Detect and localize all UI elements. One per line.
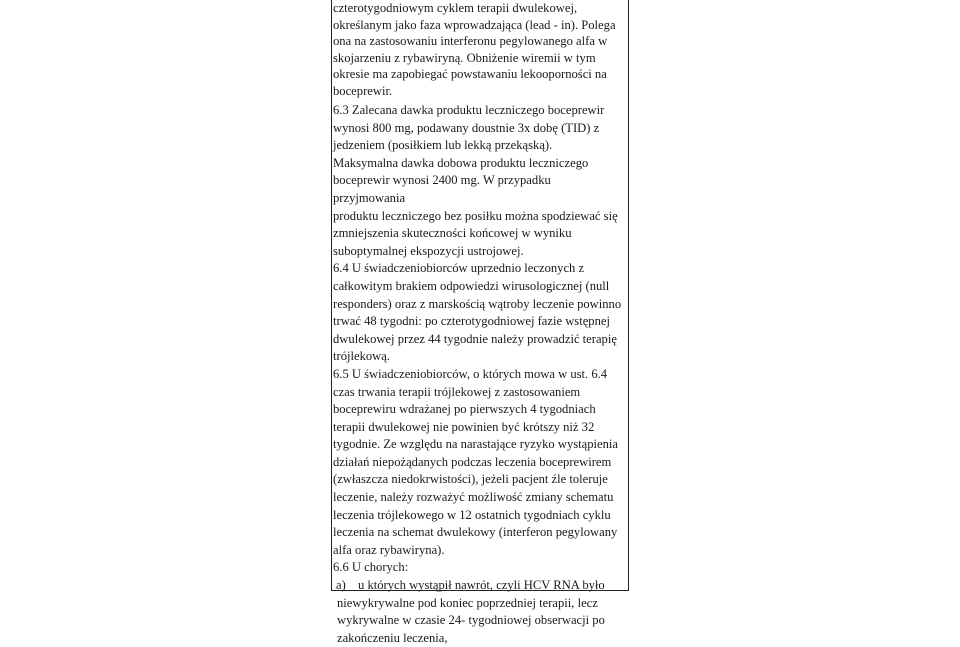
text-line: niewykrywalne pod koniec poprzedniej terapii, lecz — [337, 595, 598, 610]
paragraph-section-6-4 — [333, 260, 625, 366]
text-line: 6.4 U świadczeniobiorców uprzednio leczonych z — [333, 261, 585, 276]
text-line: skojarzeniu z rybawiryną. Obniżenie wiremii w tym — [333, 50, 596, 65]
column-divider-right — [628, 0, 629, 591]
text-line: terapii dwulekowej nie powinien być krótszy niż 32 — [333, 419, 595, 434]
text-line: określanym jako faza wprowadzająca (lead - in). Polega — [333, 17, 616, 32]
text-line: czas trwania terapii trójlekowej z zastosowaniem — [333, 384, 581, 399]
text-line: działań niepożądanych podczas leczenia boceprewirem — [333, 454, 612, 469]
text-line: wynosi 800 mg, podawany doustnie 3x dobę (TID) z — [333, 120, 600, 135]
text-line: zakończeniu leczenia, — [337, 630, 448, 645]
section-6-6-heading: 6.6 U chorych: — [333, 560, 409, 575]
column-divider-left — [331, 0, 332, 591]
text-line: leczenia na schemat dwulekowy (interferon pegylowany — [333, 525, 618, 540]
list-item-continuation — [333, 595, 625, 613]
text-line: responders) oraz z marskością wątroby leczenie powinno — [333, 296, 622, 311]
text-line: całkowitym brakiem odpowiedzi wirusologicznej (null — [333, 278, 610, 293]
text-line: produktu leczniczego bez posiłku można spodziewać się — [333, 208, 618, 223]
list-item-continuation — [333, 630, 625, 647]
text-line: leczenia trójlekowego w 12 ostatnich tygodniach cyklu — [333, 507, 611, 522]
text-line: ona na zastosowaniu interferonu pegylowanego alfa w — [333, 34, 608, 48]
paragraph-lead-in — [333, 0, 625, 99]
list-marker: a) — [336, 578, 346, 593]
content-cell — [333, 0, 625, 647]
section-6-6-list — [333, 577, 625, 647]
text-line: zmniejszenia skuteczności końcowej w wyniku — [333, 226, 572, 241]
text-line: boceprewir. — [333, 83, 393, 98]
text-line: dwulekowej przez 44 tygodnie należy prowadzić terapię — [333, 331, 617, 346]
list-item-continuation — [333, 612, 625, 630]
text-line: trójlekową. — [333, 349, 391, 364]
text-line: 6.5 U świadczeniobiorców, o których mowa w ust. 6.4 — [333, 366, 608, 381]
text-line: czterotygodniowym cyklem terapii dwulekowej, — [333, 1, 578, 15]
text-line: okresie ma zapobiegać powstawaniu lekooporności na — [333, 67, 607, 81]
text-line: trwać 48 tygodni: po czterotygodniowej fazie wstępnej — [333, 314, 610, 329]
text-line: boceprewiru wdrażanej po pierwszych 4 tygodniach — [333, 402, 596, 417]
text-line: boceprewir wynosi 2400 mg. W przypadku przyjmowania — [333, 173, 551, 205]
text-line: Maksymalna dawka dobowa produktu leczniczego — [333, 155, 589, 170]
text-line: leczenie, należy rozważyć możliwość zmiany schematu — [333, 490, 614, 505]
text-line: wykrywalne w czasie 24- tygodniowej obserwacji po — [337, 613, 605, 628]
text-line: (zwłaszcza niedokrwistości), jeżeli pacjent źle toleruje — [333, 472, 608, 487]
text-line: alfa oraz rybawiryna). — [333, 542, 445, 557]
text-line: suboptymalnej ekspozycji ustrojowej. — [333, 243, 524, 258]
paragraph-section-6-3 — [333, 102, 625, 260]
list-item — [333, 577, 625, 595]
text-line: jedzeniem (posiłkiem lub lekką przekąską). — [333, 138, 553, 153]
text-line: u których wystąpił nawrót, czyli HCV RNA było — [358, 578, 605, 593]
text-line: 6.3 Zalecana dawka produktu leczniczego boceprewir — [333, 103, 605, 117]
paragraph-section-6-5 — [333, 366, 625, 560]
text-line: tygodnie. Ze względu na narastające ryzyko wystąpienia — [333, 437, 618, 452]
